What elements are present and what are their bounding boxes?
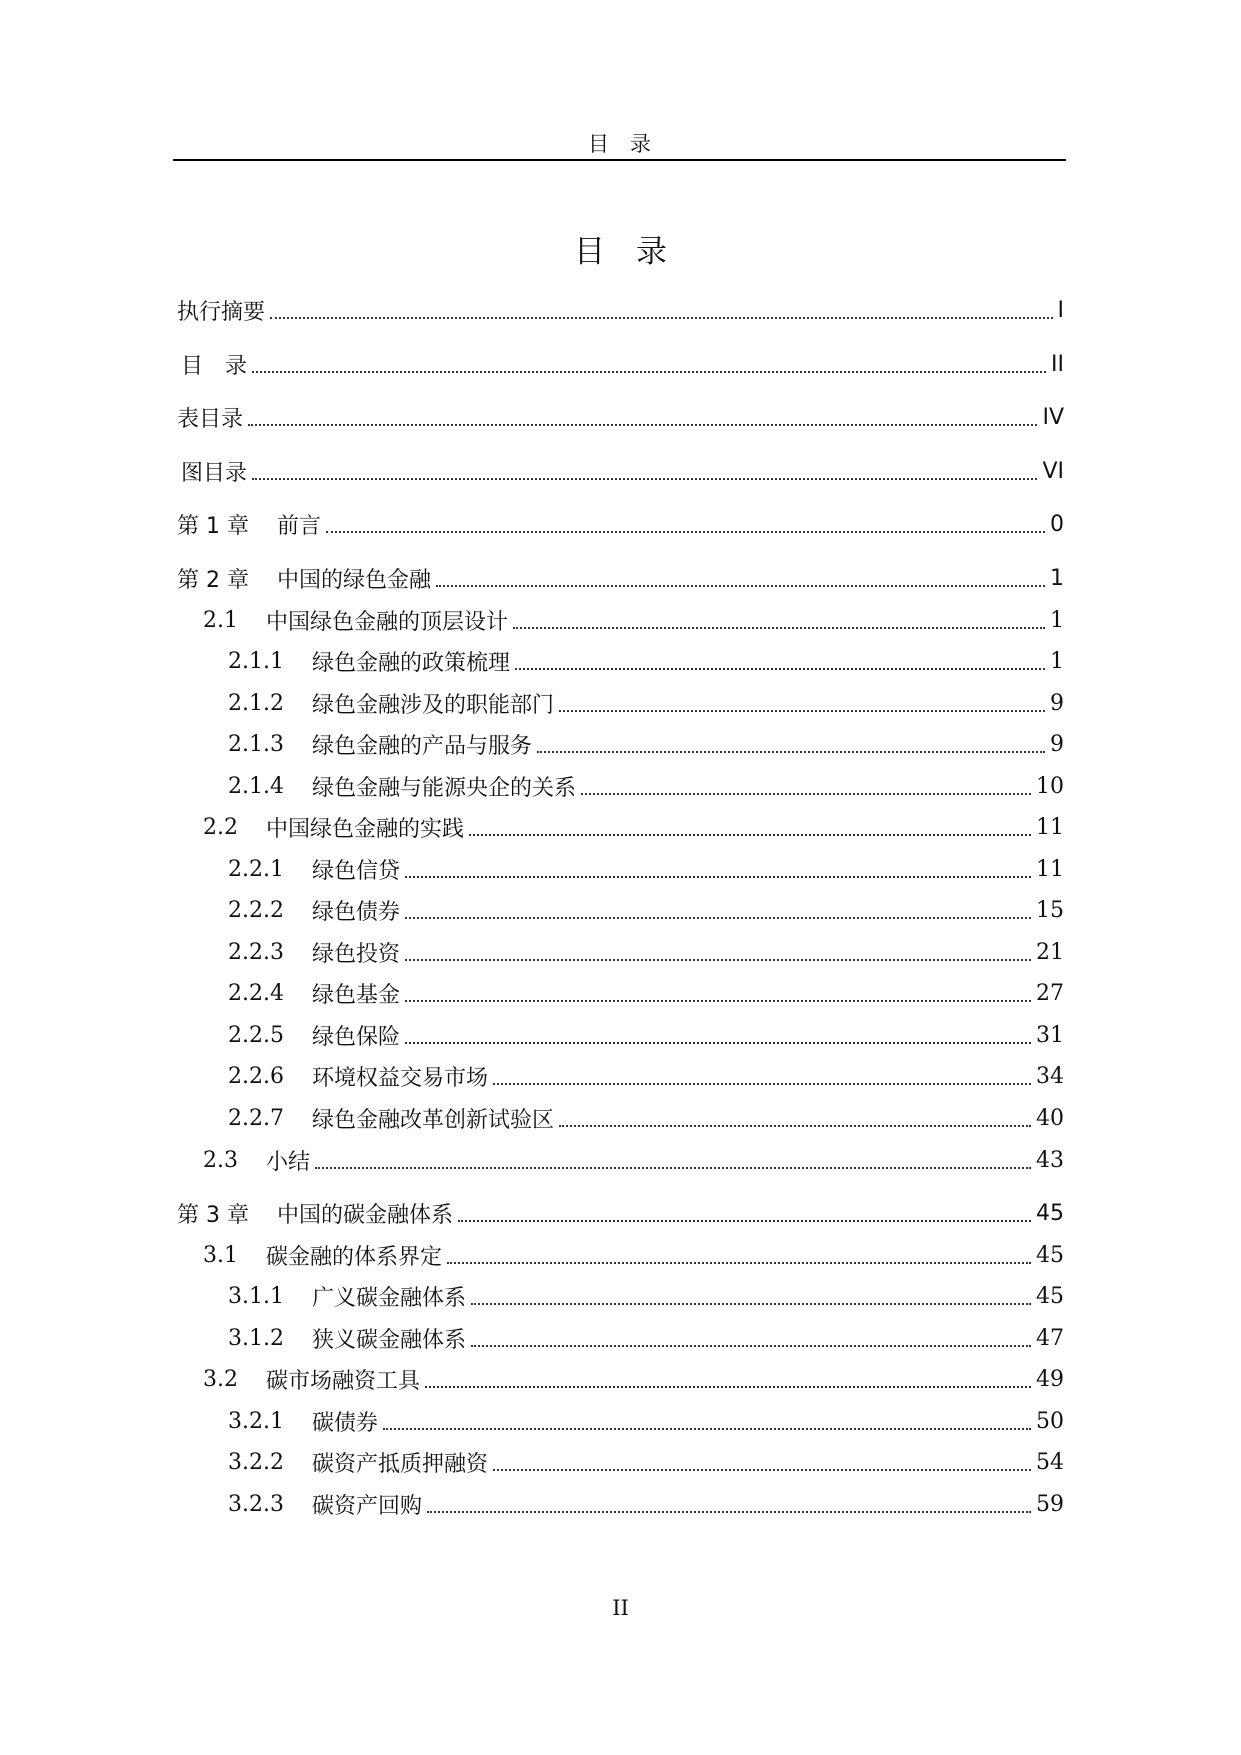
- toc-entry-title: 碳金融的体系界定: [266, 1244, 443, 1270]
- toc-dot-leader: [248, 424, 1037, 426]
- toc-entry[interactable]: [228, 1101, 1064, 1135]
- toc-dot-leader: [447, 1262, 1031, 1264]
- toc-entry[interactable]: [228, 769, 1064, 803]
- toc-entry-number: 3.2.2: [228, 1449, 284, 1475]
- toc-dot-leader: [326, 531, 1045, 533]
- toc-entry-title: 绿色金融涉及的职能部门: [311, 692, 554, 718]
- toc-entry-title: 绿色债券: [311, 899, 400, 925]
- toc-entry-number: 2.3: [203, 1147, 238, 1173]
- toc-entry-number: 2.2.5: [228, 1022, 284, 1048]
- toc-entry-page: 49: [1036, 1366, 1064, 1392]
- toc-entry-title: 狭义碳金融体系: [311, 1327, 466, 1353]
- toc-entry-title: 绿色金融的产品与服务: [311, 733, 532, 759]
- toc-entry-page: 15: [1036, 897, 1064, 923]
- toc-entry-number: 2.1.2: [228, 690, 284, 716]
- toc-entry[interactable]: [228, 976, 1064, 1010]
- toc-entry-title: 小结: [266, 1149, 311, 1175]
- toc-entry-page: IV: [1042, 404, 1064, 430]
- toc-entry-title: 碳资产抵质押融资: [311, 1451, 488, 1477]
- toc-entry-number: 3.1: [203, 1242, 238, 1268]
- toc-entry-title: 绿色金融的政策梳理: [311, 650, 510, 676]
- toc-dot-leader: [405, 959, 1031, 961]
- toc-entry-title: 绿色信贷: [311, 858, 400, 884]
- toc-entry-page: 9: [1050, 690, 1064, 716]
- toc-entry-number: 2.1.3: [228, 731, 284, 757]
- toc-entry[interactable]: [228, 1018, 1064, 1052]
- toc-entry[interactable]: [228, 852, 1064, 886]
- toc-entry-page: 21: [1036, 939, 1064, 965]
- toc-dot-leader: [436, 585, 1045, 587]
- toc-entry-title: 环境权益交易市场: [311, 1065, 488, 1091]
- toc-entry-title: 碳市场融资工具: [266, 1368, 421, 1394]
- toc-entry[interactable]: [228, 1404, 1064, 1438]
- toc-entry-number: 2.2.1: [228, 856, 284, 882]
- toc-entry-title: 碳资产回购: [311, 1493, 422, 1519]
- toc-entry-page: 54: [1036, 1449, 1064, 1475]
- toc-dot-leader: [405, 1042, 1031, 1044]
- toc-entry-number: 2.1.4: [228, 773, 284, 799]
- toc-dot-leader: [252, 478, 1037, 480]
- toc-entry-page: 1: [1050, 565, 1064, 591]
- toc-entry-number: 2.2.6: [228, 1063, 284, 1089]
- toc-dot-leader: [252, 371, 1046, 373]
- toc-entry-title: 绿色金融与能源央企的关系: [311, 775, 576, 801]
- toc-entry[interactable]: [203, 1143, 1064, 1177]
- toc-entry[interactable]: [177, 1196, 1064, 1230]
- toc-entry-title: 碳债券: [311, 1410, 378, 1436]
- toc-entry-page: I: [1057, 297, 1064, 323]
- toc-entry-page: 11: [1036, 814, 1064, 840]
- toc-entry-title: 中国的绿色金融: [276, 567, 431, 593]
- toc-entry-page: 45: [1036, 1200, 1064, 1226]
- toc-entry[interactable]: [177, 400, 1064, 434]
- toc-entry-number: 3.1.2: [228, 1325, 284, 1351]
- toc-entry-page: 27: [1036, 980, 1064, 1006]
- toc-entry-title: 目 录: [181, 353, 248, 379]
- toc-entry-title: 图目录: [181, 460, 248, 486]
- toc-entry-number: 第 2 章: [177, 567, 249, 593]
- toc-dot-leader: [493, 1469, 1031, 1471]
- toc-dot-leader: [405, 917, 1031, 919]
- toc-entry[interactable]: [228, 727, 1064, 761]
- toc-entry-page: 11: [1036, 856, 1064, 882]
- header-rule: [173, 159, 1066, 161]
- toc-entry-title: 绿色投资: [311, 941, 400, 967]
- toc-entry[interactable]: [181, 454, 1064, 488]
- toc-entry-number: 第 3 章: [177, 1202, 249, 1228]
- toc-entry-page: 40: [1036, 1105, 1064, 1131]
- toc-entry-page: 59: [1036, 1491, 1064, 1517]
- toc-dot-leader: [515, 668, 1045, 670]
- toc-dot-leader: [559, 710, 1045, 712]
- toc-entry-number: 3.2: [203, 1366, 238, 1392]
- toc-entry-page: 34: [1036, 1063, 1064, 1089]
- toc-entry-page: 45: [1036, 1242, 1064, 1268]
- toc-dot-leader: [471, 1303, 1031, 1305]
- toc-entry-title: 中国绿色金融的顶层设计: [266, 609, 509, 635]
- toc-dot-leader: [559, 1125, 1031, 1127]
- toc-entry-title: 绿色金融改革创新试验区: [311, 1107, 554, 1133]
- toc-entry[interactable]: [228, 893, 1064, 927]
- toc-entry-page: 50: [1036, 1408, 1064, 1434]
- toc-entry-number: 3.2.3: [228, 1491, 284, 1517]
- toc-entry-page: 1: [1050, 648, 1064, 674]
- toc-dot-leader: [493, 1083, 1031, 1085]
- toc-entry-page: 9: [1050, 731, 1064, 757]
- toc-entry[interactable]: [177, 507, 1064, 541]
- toc-dot-leader: [270, 317, 1052, 319]
- toc-dot-leader: [458, 1220, 1031, 1222]
- toc-entry-number: 2.2: [203, 814, 238, 840]
- toc-entry[interactable]: [228, 1445, 1064, 1479]
- toc-entry-title: 广义碳金融体系: [311, 1285, 466, 1311]
- toc-entry[interactable]: [228, 1059, 1064, 1093]
- toc-dot-leader: [427, 1511, 1031, 1513]
- toc-entry-title: 中国的碳金融体系: [276, 1202, 453, 1228]
- toc-entry-page: 10: [1036, 773, 1064, 799]
- toc-entry-number: 2.2.2: [228, 897, 284, 923]
- toc-entry-title: 中国绿色金融的实践: [266, 816, 465, 842]
- toc-dot-leader: [405, 876, 1031, 878]
- toc-entry-page: 43: [1036, 1147, 1064, 1173]
- toc-dot-leader: [471, 1345, 1031, 1347]
- toc-dot-leader: [315, 1167, 1031, 1169]
- toc-entry-page: 1: [1050, 607, 1064, 633]
- toc-entry[interactable]: [177, 293, 1064, 327]
- toc-entry-number: 第 1 章: [177, 513, 249, 539]
- toc-entry-page: 47: [1036, 1325, 1064, 1351]
- toc-entry[interactable]: [228, 935, 1064, 969]
- toc-entry-page: II: [1051, 351, 1064, 377]
- toc-entry[interactable]: [203, 1238, 1064, 1272]
- toc-entry-title: 绿色保险: [311, 1024, 400, 1050]
- toc-entry-title: 表目录: [177, 406, 244, 432]
- page-number: II: [612, 1596, 629, 1620]
- toc-entry[interactable]: [228, 644, 1064, 678]
- toc-dot-leader: [513, 627, 1045, 629]
- toc-dot-leader: [383, 1428, 1031, 1430]
- toc-entry-title: 绿色基金: [311, 982, 400, 1008]
- toc-entry[interactable]: [181, 347, 1064, 381]
- toc-entry[interactable]: [228, 1279, 1064, 1313]
- toc-entry[interactable]: [228, 1321, 1064, 1355]
- toc-entry[interactable]: [228, 686, 1064, 720]
- toc-entry[interactable]: [203, 810, 1064, 844]
- toc-entry-page: 45: [1036, 1283, 1064, 1309]
- toc-entry-title: 执行摘要: [177, 299, 266, 325]
- toc-entry-number: 3.2.1: [228, 1408, 284, 1434]
- toc-entry[interactable]: [203, 1362, 1064, 1396]
- toc-entry-title: 前言: [276, 513, 321, 539]
- toc-dot-leader: [537, 751, 1045, 753]
- toc-dot-leader: [425, 1386, 1031, 1388]
- toc-entry-page: 0: [1050, 511, 1064, 537]
- toc-entry-number: 2.2.7: [228, 1105, 284, 1131]
- toc-entry-number: 2.1.1: [228, 648, 284, 674]
- toc-entry-number: 2.1: [203, 607, 238, 633]
- toc-entry-number: 3.1.1: [228, 1283, 284, 1309]
- toc-entry[interactable]: [228, 1487, 1064, 1521]
- toc-entry[interactable]: [177, 561, 1064, 595]
- toc-entry-page: VI: [1042, 458, 1064, 484]
- toc-dot-leader: [405, 1000, 1031, 1002]
- toc-entry[interactable]: [203, 603, 1064, 637]
- toc-entry-number: 2.2.3: [228, 939, 284, 965]
- toc-dot-leader: [581, 793, 1031, 795]
- toc-entry-number: 2.2.4: [228, 980, 284, 1006]
- running-header: 目 录: [588, 132, 651, 156]
- toc-dot-leader: [469, 834, 1031, 836]
- toc-entry-page: 31: [1036, 1022, 1064, 1048]
- page-title: 目 录: [574, 234, 667, 270]
